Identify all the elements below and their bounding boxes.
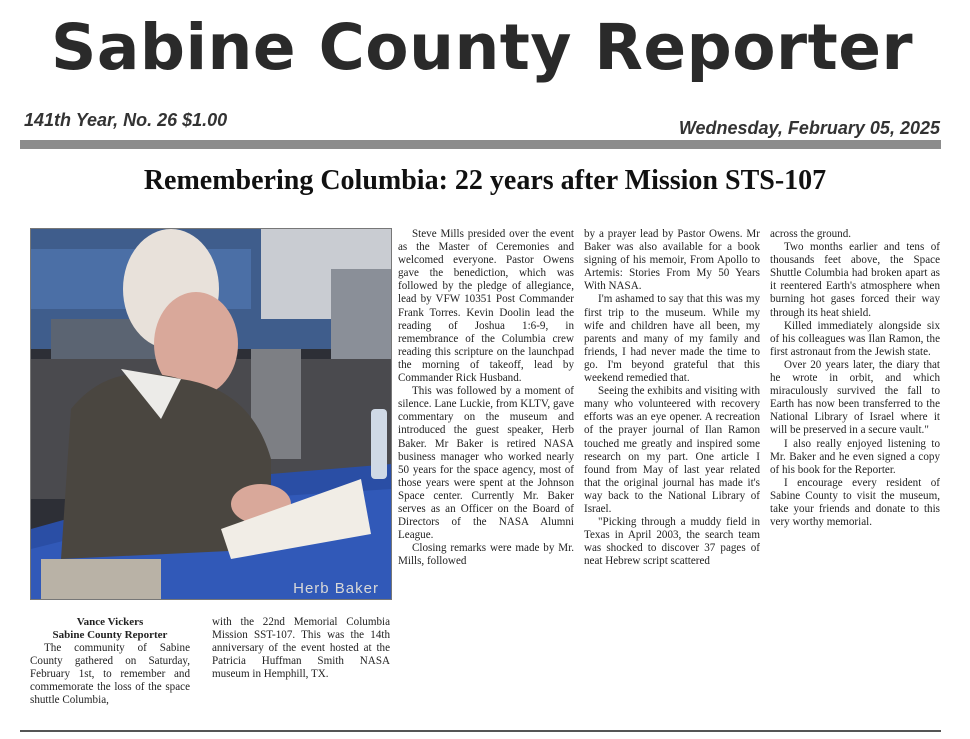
article-photo [30,228,392,600]
paragraph: The community of Sabine County gathered on Saturday, February 1st, to remember and commemorate the loss of the space shuttle Columbia, [30,642,190,707]
article-column-1 [30,616,190,707]
article-column-4 [584,228,760,568]
paragraph: I'm ashamed to say that this was my first trip to the museum. While my wife and children have all been, my parents and many of my family and friends, I had never made the time to go. I'm beyond grateful that this weekend remedied that. [584,293,760,385]
paragraph: Over 20 years later, the diary that he wrote in orbit, and which miraculously survived the fall to Earth has now been transferred to the National Library of Israel where it will be preserved in a secure vault." [770,358,940,437]
byline-author: Vance Vickers [76,616,144,628]
paragraph: I also really enjoyed listening to Mr. Baker and he even signed a copy of his book for the Reporter. [770,437,940,476]
masthead-title: Sabine County Reporter [50,11,914,84]
paragraph: across the ground. [770,228,852,240]
issue-volume: 141th Year, No. 26 $1.00 [24,110,228,130]
paragraph: by a prayer lead by Pastor Owens. Mr Baker was also available for a book signing of his memoir, From Apollo to Artemis: Stories From My 50 Years With NASA. [584,228,760,293]
paragraph: This was followed by a moment of silence. Lane Luckie, from KLTV, gave commentary on the museum and introduced the guest speaker, Herb Baker. Mr Baker is retired NASA business manager who worked nearly 50 years for the space agency, most of those years were spent at the Johnson Space center. Currently Mr. Baker serves as an Officer on the Board of Directors of the NASA Alumni League. [398,385,574,542]
photo-illustration [31,229,391,599]
photo-credit: Herb Baker [293,580,379,597]
paragraph: Steve Mills presided over the event as the Master of Ceremonies and welcomed everyone. Pastor Owens gave the benediction, which was followed by the pledge of allegiance, lead by VFW 10351 Post Commander Frank Torres. Kevin Doolin lead the reading of Joshua 1:6-9, in remembrance of the Columbia crew reading this scripture on the launchpad the morning of takeoff, lead by Commander Rick Husband. [398,228,574,385]
paragraph: Killed immediately alongside six of his colleagues was Ilan Ramon, the first astronaut from the Jewish state. [770,319,940,358]
paragraph: Seeing the exhibits and visiting with many who volunteered with recovery efforts was an eye opener. A recreation of the prayer journal of Ilan Ramon touched me greatly and inspired some research on my part. One article I found from May of last year related that the original journal has made it's way back to the National Library of Israel. [584,385,760,515]
paragraph: Closing remarks were made by Mr. Mills, followed [398,542,574,568]
paragraph: Two months earlier and tens of thousands feet above, the Space Shuttle Columbia had broken apart as it reentered Earth's atmosphere when burning hot gases forced their way through its heat shield. [770,241,940,319]
article-column-3 [398,228,574,568]
byline-publication: Sabine County Reporter [52,629,168,641]
paragraph: with the 22nd Memorial Columbia Mission SST-107. This was the 14th anniversary of the event hosted at the Patricia Huffman Smith NASA museum in Hemphill, TX. [212,616,390,681]
paragraph: I encourage every resident of Sabine County to visit the museum, take your friends and donate to this very worthy memorial. [770,476,940,529]
issue-date: Wednesday, February 05, 2025 [678,118,940,138]
article-headline: Remembering Columbia: 22 years after Mission STS-107 [143,165,827,196]
masthead-rule [20,140,941,149]
paragraph: "Picking through a muddy field in Texas in April 2003, the search team was shocked to discover 37 pages of neat Hebrew script scattered [584,516,760,568]
article-column-2 [212,616,390,681]
bottom-rule [20,730,941,732]
article-column-5 [770,228,940,529]
